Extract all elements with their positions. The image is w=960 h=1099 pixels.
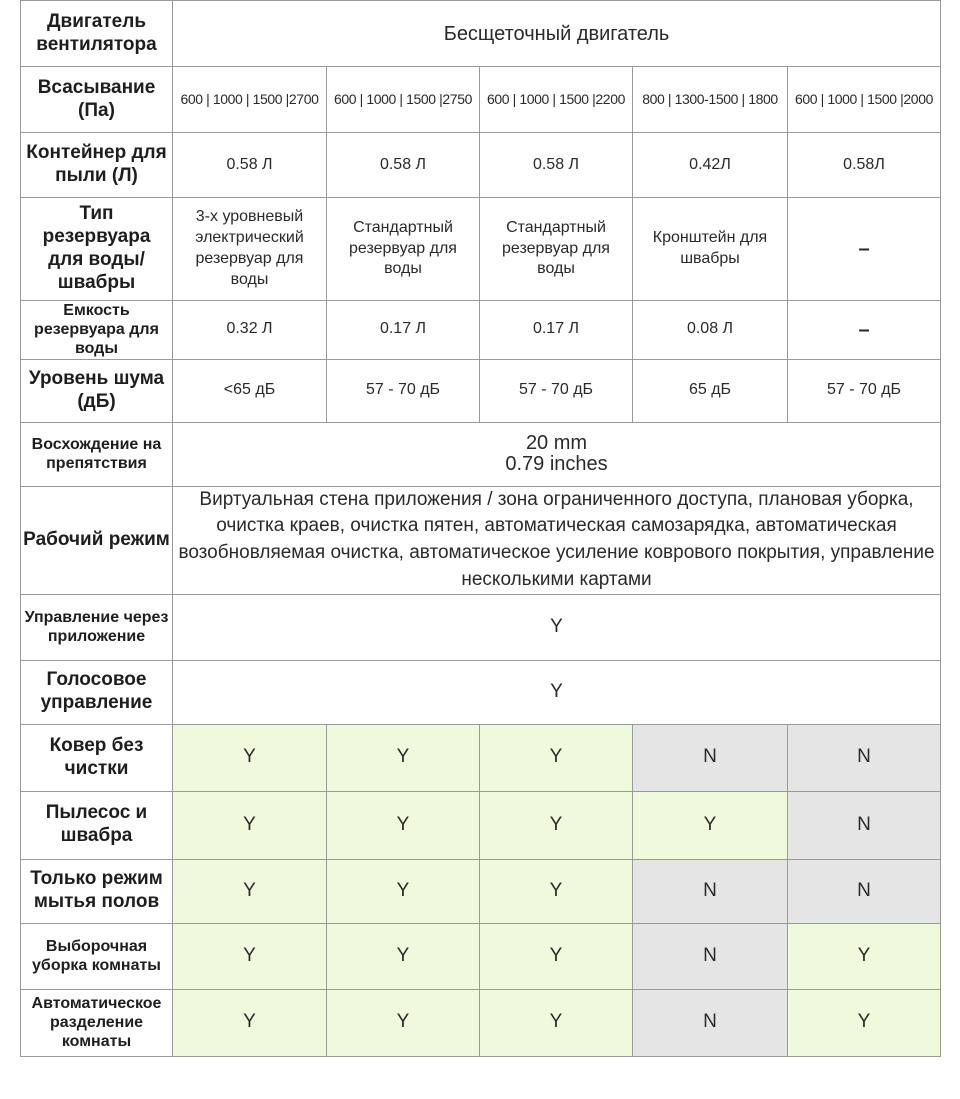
noise-cell: 57 - 70 дБ [327, 359, 480, 422]
row-label: Всасывание (Па) [21, 67, 173, 133]
row-label: Управление через приложение [21, 594, 173, 660]
row-label: Двигатель вентилятора [21, 1, 173, 67]
dust-cell: 0.58Л [788, 133, 941, 198]
vacmop-cell: Y [480, 791, 633, 859]
row-label: Восхождение на препятствия [21, 422, 173, 486]
row-label: Контейнер для пыли (Л) [21, 133, 173, 198]
row-vacuum-mop [21, 791, 941, 859]
room-select-cell: Y [480, 923, 633, 989]
suction-cell: 800 | 1300-1500 | 1800 [633, 67, 788, 133]
mop-only-cell: Y [173, 859, 327, 923]
row-work-mode [21, 486, 941, 594]
row-label: Автоматическое разделение комнаты [21, 989, 173, 1056]
tank-type-cell: 3-х уровневый электрический резервуар для воды [173, 198, 327, 301]
row-app-control [21, 594, 941, 660]
row-room-split [21, 989, 941, 1056]
noise-cell: <65 дБ [173, 359, 327, 422]
row-label: Только режим мытья полов [21, 859, 173, 923]
mop-only-cell: Y [327, 859, 480, 923]
tank-type-cell: – [788, 198, 941, 301]
mop-only-cell: N [788, 859, 941, 923]
tank-cap-cell: 0.08 Л [633, 301, 788, 360]
carpet-cell: Y [480, 724, 633, 791]
row-dust-container [21, 133, 941, 198]
specification-table [20, 0, 941, 1057]
tank-cap-cell: – [788, 301, 941, 360]
room-split-cell: N [633, 989, 788, 1056]
noise-cell: 57 - 70 дБ [480, 359, 633, 422]
motor-value: Бесщеточный двигатель [173, 1, 941, 67]
row-room-select [21, 923, 941, 989]
row-noise [21, 359, 941, 422]
row-label: Выборочная уборка комнаты [21, 923, 173, 989]
voice-control-value: Y [173, 660, 941, 724]
row-voice-control [21, 660, 941, 724]
noise-cell: 57 - 70 дБ [788, 359, 941, 422]
work-mode-value: Виртуальная стена приложения / зона ограниченного доступа, плановая уборка, очистка краев, очистка пятен, автоматическая самозарядка, автоматическая возобновляемая очистка, автоматическое усиление коврового покрытия, управление несколькими картами [173, 486, 941, 594]
room-select-cell: N [633, 923, 788, 989]
mop-only-cell: Y [480, 859, 633, 923]
dust-cell: 0.58 Л [173, 133, 327, 198]
noise-cell: 65 дБ [633, 359, 788, 422]
room-split-cell: Y [788, 989, 941, 1056]
row-mop-only [21, 859, 941, 923]
room-split-cell: Y [173, 989, 327, 1056]
vacmop-cell: Y [633, 791, 788, 859]
mop-only-cell: N [633, 859, 788, 923]
row-tank-type [21, 198, 941, 301]
carpet-cell: Y [327, 724, 480, 791]
tank-cap-cell: 0.32 Л [173, 301, 327, 360]
row-label: Рабочий режим [21, 486, 173, 594]
climb-inches: 0.79 inches [505, 453, 608, 476]
row-label: Емкость резервуара для воды [21, 301, 173, 360]
row-carpet [21, 724, 941, 791]
app-control-value: Y [173, 594, 941, 660]
climb-value [173, 422, 941, 486]
dust-cell: 0.42Л [633, 133, 788, 198]
suction-cell: 600 | 1000 | 1500 |2000 [788, 67, 941, 133]
row-motor [21, 1, 941, 67]
dust-cell: 0.58 Л [480, 133, 633, 198]
suction-cell: 600 | 1000 | 1500 |2700 [173, 67, 327, 133]
tank-type-cell: Стандартный резервуар для воды [480, 198, 633, 301]
room-select-cell: Y [327, 923, 480, 989]
climb-mm: 20 mm [525, 432, 588, 455]
tank-cap-cell: 0.17 Л [327, 301, 480, 360]
tank-type-cell: Стандартный резервуар для воды [327, 198, 480, 301]
room-split-cell: Y [327, 989, 480, 1056]
vacmop-cell: N [788, 791, 941, 859]
row-tank-capacity [21, 301, 941, 360]
room-select-cell: Y [788, 923, 941, 989]
carpet-cell: Y [173, 724, 327, 791]
carpet-cell: N [633, 724, 788, 791]
carpet-cell: N [788, 724, 941, 791]
dust-cell: 0.58 Л [327, 133, 480, 198]
suction-cell: 600 | 1000 | 1500 |2750 [327, 67, 480, 133]
row-suction [21, 67, 941, 133]
row-label: Ковер без чистки [21, 724, 173, 791]
suction-cell: 600 | 1000 | 1500 |2200 [480, 67, 633, 133]
row-label: Голосовое управление [21, 660, 173, 724]
room-select-cell: Y [173, 923, 327, 989]
tank-cap-cell: 0.17 Л [480, 301, 633, 360]
vacmop-cell: Y [173, 791, 327, 859]
row-label: Тип резервуара для воды/ швабры [21, 198, 173, 301]
tank-type-cell: Кронштейн для швабры [633, 198, 788, 301]
vacmop-cell: Y [327, 791, 480, 859]
room-split-cell: Y [480, 989, 633, 1056]
row-climb [21, 422, 941, 486]
row-label: Уровень шума (дБ) [21, 359, 173, 422]
row-label: Пылесос и швабра [21, 791, 173, 859]
